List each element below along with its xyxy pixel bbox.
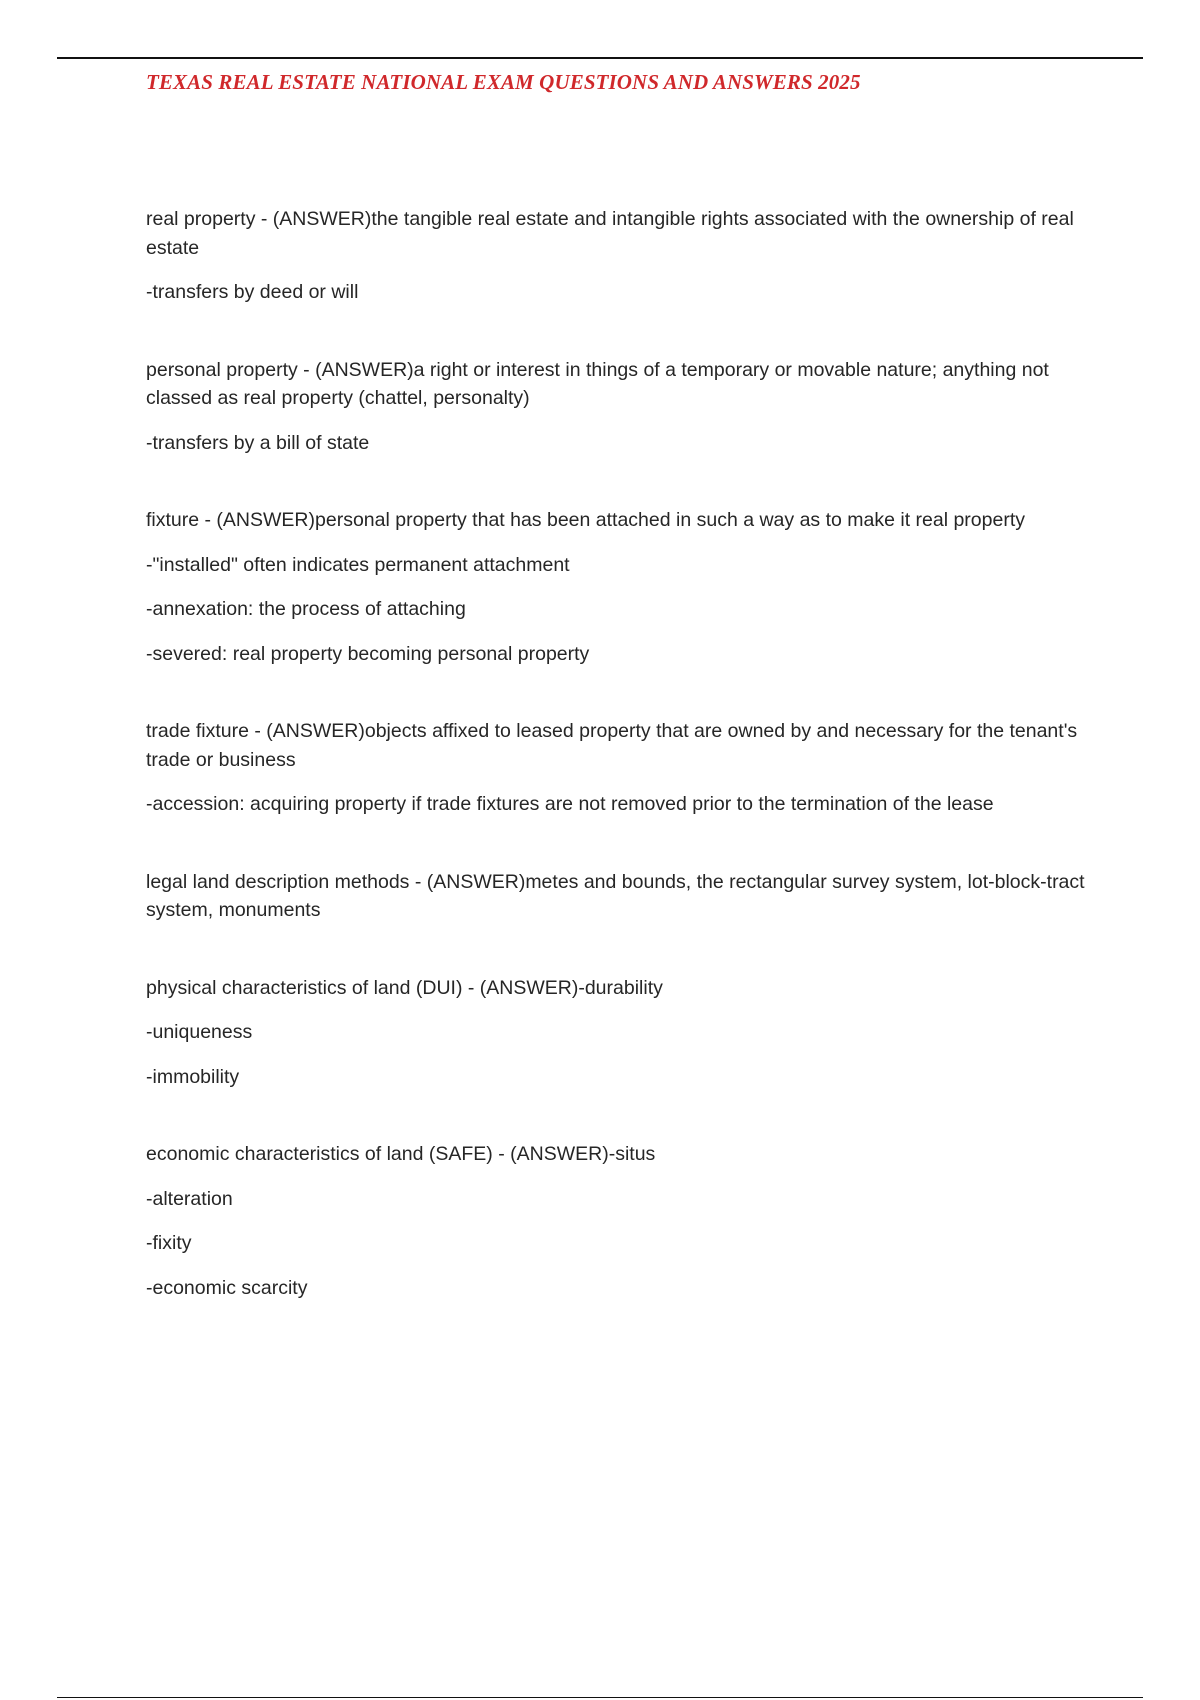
entry-note: -severed: real property becoming personal property xyxy=(146,642,590,665)
entry-term: fixture - (ANSWER)personal property that has been attached in such a way as to make it real property xyxy=(146,509,1025,531)
entry-term: physical characteristics of land (DUI) - (ANSWER)-durability xyxy=(146,976,663,999)
entry-note: -transfers by a bill of state xyxy=(146,431,370,454)
entry-legal-land-description xyxy=(146,868,1086,925)
entry-note: -accession: acquiring property if trade fixtures are not removed prior to the termination of the lease xyxy=(146,793,994,815)
entry-fixture xyxy=(146,506,1086,668)
document-body xyxy=(146,205,1086,1351)
entry-note: -annexation: the process of attaching xyxy=(146,598,466,620)
footer-rule xyxy=(57,1697,1143,1698)
entry-note: -fixity xyxy=(146,1232,192,1254)
entry-note: -transfers by deed or will xyxy=(146,281,359,303)
entry-term: personal property - (ANSWER)a right or interest in things of a temporary or movable nature; anything not classed as real property (chattel, personalty) xyxy=(146,358,1049,409)
entry-note: -alteration xyxy=(146,1187,233,1210)
entry-physical-characteristics xyxy=(146,974,1086,1092)
entry-term: real property - (ANSWER)the tangible real estate and intangible rights associated with the ownership of real estate xyxy=(146,208,1074,259)
document-title: TEXAS REAL ESTATE NATIONAL EXAM QUESTIONS AND ANSWERS 2025 xyxy=(146,70,861,94)
entry-economic-characteristics xyxy=(146,1140,1086,1302)
entry-trade-fixture xyxy=(146,717,1086,819)
entry-note: -uniqueness xyxy=(146,1021,253,1043)
entry-term: economic characteristics of land (SAFE) - (ANSWER)-situs xyxy=(146,1143,656,1165)
header-rule xyxy=(57,57,1143,59)
entry-real-property xyxy=(146,205,1086,307)
entry-term: legal land description methods - (ANSWER)metes and bounds, the rectangular survey system, lot-block-tract system, monuments xyxy=(146,870,1085,921)
entry-personal-property xyxy=(146,356,1086,458)
entry-note: -immobility xyxy=(146,1065,240,1088)
entry-term: trade fixture - (ANSWER)objects affixed to leased property that are owned by and necessary for the tenant's trade or business xyxy=(146,720,1078,771)
entry-note: -economic scarcity xyxy=(146,1276,308,1299)
entry-note: -"installed" often indicates permanent attachment xyxy=(146,553,570,576)
